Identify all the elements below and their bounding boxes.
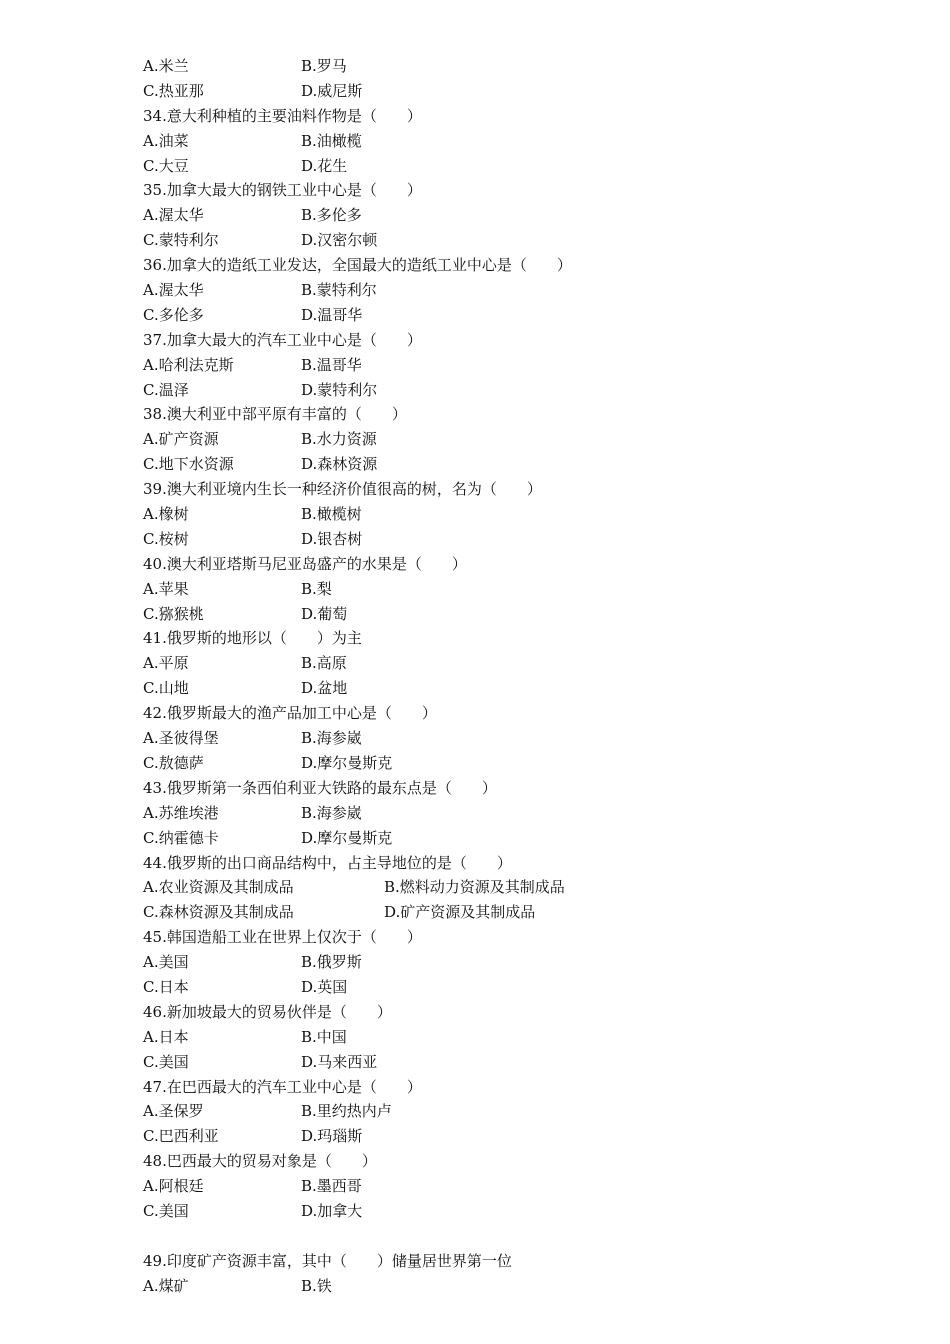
option-row bbox=[143, 278, 863, 303]
option-row bbox=[143, 353, 863, 378]
option-row bbox=[143, 129, 863, 154]
option-d: D.银杏树 bbox=[301, 529, 363, 548]
option-b: B.海参崴 bbox=[301, 803, 362, 822]
option-row bbox=[143, 1025, 863, 1050]
option-row bbox=[143, 1099, 863, 1124]
option-row bbox=[143, 79, 863, 104]
option-a: A.矿产资源 bbox=[143, 430, 219, 449]
option-a: A.平原 bbox=[143, 654, 189, 673]
option-row bbox=[143, 452, 863, 477]
option-row bbox=[143, 577, 863, 602]
option-d: D.威尼斯 bbox=[301, 81, 363, 100]
option-c: C.美国 bbox=[143, 1052, 189, 1071]
option-a: A.日本 bbox=[143, 1027, 189, 1046]
question-text: 45.韩国造船工业在世界上仅次于（ ） bbox=[143, 928, 422, 947]
question-list bbox=[143, 104, 863, 1224]
option-a: A.渥太华 bbox=[143, 206, 204, 225]
option-row bbox=[143, 875, 863, 900]
option-a: A.农业资源及其制成品 bbox=[143, 878, 294, 897]
question-text: 48.巴西最大的贸易对象是（ ） bbox=[143, 1152, 377, 1171]
option-b: B.水力资源 bbox=[301, 430, 377, 449]
question-text: 43.俄罗斯第一条西伯利亚大铁路的最东点是（ ） bbox=[143, 778, 497, 797]
option-a: A.煤矿 bbox=[143, 1276, 189, 1295]
option-d: D.摩尔曼斯克 bbox=[301, 753, 393, 772]
question-text: 35.加拿大最大的钢铁工业中心是（ ） bbox=[143, 181, 422, 200]
option-b: B.海参崴 bbox=[301, 729, 362, 748]
question-text: 41.俄罗斯的地形以（ ）为主 bbox=[143, 629, 362, 648]
option-c: C.桉树 bbox=[143, 529, 189, 548]
option-row bbox=[143, 427, 863, 452]
option-c: C.地下水资源 bbox=[143, 455, 234, 474]
option-a: A.阿根廷 bbox=[143, 1177, 204, 1196]
option-row bbox=[143, 1050, 863, 1075]
option-row bbox=[143, 602, 863, 627]
option-a: A.渥太华 bbox=[143, 281, 204, 300]
option-d: D.摩尔曼斯克 bbox=[301, 828, 393, 847]
option-a: A.橡树 bbox=[143, 505, 189, 524]
option-d: D.加拿大 bbox=[301, 1201, 363, 1220]
option-b: B.橄榄树 bbox=[301, 505, 362, 524]
option-row bbox=[143, 726, 863, 751]
option-c: C.多伦多 bbox=[143, 305, 204, 324]
option-c: C.山地 bbox=[143, 679, 189, 698]
option-row bbox=[143, 826, 863, 851]
option-row bbox=[143, 378, 863, 403]
option-c: C.猕猴桃 bbox=[143, 604, 204, 623]
option-row bbox=[143, 1199, 863, 1224]
option-row bbox=[143, 676, 863, 701]
option-a: A.圣彼得堡 bbox=[143, 729, 219, 748]
option-b: B.梨 bbox=[301, 579, 332, 598]
option-a: A.苹果 bbox=[143, 579, 189, 598]
option-row bbox=[143, 651, 863, 676]
option-d: D.森林资源 bbox=[301, 455, 378, 474]
question-text: 40.澳大利亚塔斯马尼亚岛盛产的水果是（ ） bbox=[143, 554, 467, 573]
option-c: C.热亚那 bbox=[143, 81, 204, 100]
option-row bbox=[143, 751, 863, 776]
question-text: 36.加拿大的造纸工业发达，全国最大的造纸工业中心是（ ） bbox=[143, 256, 572, 275]
option-row bbox=[143, 801, 863, 826]
option-c: C.蒙特利尔 bbox=[143, 231, 219, 250]
question-text: 38.澳大利亚中部平原有丰富的（ ） bbox=[143, 405, 407, 424]
option-row bbox=[143, 502, 863, 527]
option-b: B.多伦多 bbox=[301, 206, 362, 225]
option-b: B.蒙特利尔 bbox=[301, 281, 377, 300]
option-b: B.油橄榄 bbox=[301, 131, 362, 150]
option-c: C.美国 bbox=[143, 1201, 189, 1220]
option-c: C.敖德萨 bbox=[143, 753, 204, 772]
option-b: B.俄罗斯 bbox=[301, 953, 362, 972]
question-text: 39.澳大利亚境内生长一种经济价值很高的树，名为（ ） bbox=[143, 480, 542, 499]
question-text: 46.新加坡最大的贸易伙伴是（ ） bbox=[143, 1002, 392, 1021]
option-row bbox=[143, 154, 863, 179]
option-row bbox=[143, 950, 863, 975]
question-text: 34.意大利种植的主要油料作物是（ ） bbox=[143, 106, 422, 125]
question-text: 49.印度矿产资源丰富，其中（ ）储量居世界第一位 bbox=[143, 1251, 512, 1270]
option-c: C.日本 bbox=[143, 977, 189, 996]
question-text: 37.加拿大最大的汽车工业中心是（ ） bbox=[143, 330, 422, 349]
option-d: D.英国 bbox=[301, 977, 348, 996]
option-row bbox=[143, 1274, 863, 1299]
option-row bbox=[143, 975, 863, 1000]
option-c: C.纳霍德卡 bbox=[143, 828, 219, 847]
option-b: B.温哥华 bbox=[301, 355, 362, 374]
option-c: C.森林资源及其制成品 bbox=[143, 903, 294, 922]
option-d: D.葡萄 bbox=[301, 604, 348, 623]
option-a: A.米兰 bbox=[143, 57, 189, 75]
option-d: D.汉密尔顿 bbox=[301, 231, 378, 250]
option-row bbox=[143, 228, 863, 253]
option-row bbox=[143, 1124, 863, 1149]
option-d: D.马来西亚 bbox=[301, 1052, 378, 1071]
option-d: D.温哥华 bbox=[301, 305, 363, 324]
option-row bbox=[143, 527, 863, 552]
option-b: B.高原 bbox=[301, 654, 347, 673]
question-text: 44.俄罗斯的出口商品结构中，占主导地位的是（ ） bbox=[143, 853, 512, 872]
option-row bbox=[143, 900, 863, 925]
question-text: 42.俄罗斯最大的渔产品加工中心是（ ） bbox=[143, 704, 437, 723]
option-a: A.美国 bbox=[143, 953, 189, 972]
option-a: A.圣保罗 bbox=[143, 1102, 204, 1121]
option-c: C.温泽 bbox=[143, 380, 189, 399]
option-d: D.蒙特利尔 bbox=[301, 380, 378, 399]
spacer bbox=[143, 1224, 863, 1249]
option-row bbox=[143, 1174, 863, 1199]
option-d: D.玛瑙斯 bbox=[301, 1127, 363, 1146]
option-b: B.燃料动力资源及其制成品 bbox=[384, 878, 565, 897]
option-d: D.矿产资源及其制成品 bbox=[384, 903, 536, 922]
option-b: B.罗马 bbox=[301, 57, 347, 75]
option-d: D.花生 bbox=[301, 156, 348, 175]
option-a: A.苏维埃港 bbox=[143, 803, 219, 822]
option-c: C.大豆 bbox=[143, 156, 189, 175]
option-row bbox=[143, 54, 863, 79]
option-b: B.墨西哥 bbox=[301, 1177, 362, 1196]
option-b: B.中国 bbox=[301, 1027, 347, 1046]
option-c: C.巴西利亚 bbox=[143, 1127, 219, 1146]
option-row bbox=[143, 303, 863, 328]
option-a: A.哈利法克斯 bbox=[143, 355, 234, 374]
option-b: B.里约热内卢 bbox=[301, 1102, 392, 1121]
exam-page bbox=[143, 54, 863, 1299]
option-a: A.油菜 bbox=[143, 131, 189, 150]
question-text: 47.在巴西最大的汽车工业中心是（ ） bbox=[143, 1077, 422, 1096]
option-d: D.盆地 bbox=[301, 679, 348, 698]
option-b: B.铁 bbox=[301, 1276, 332, 1295]
option-row bbox=[143, 203, 863, 228]
